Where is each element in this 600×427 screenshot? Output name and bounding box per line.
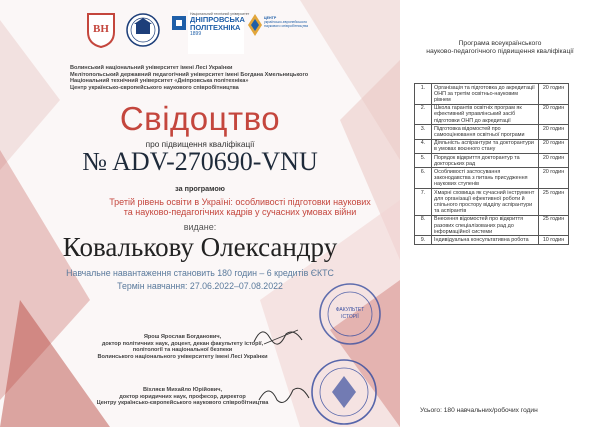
program-row-hours: 20 годин [539,154,569,168]
program-row [415,189,569,216]
study-term: Термін навчання: 27.06.2022–07.08.2022 [117,281,283,291]
signatory-line: Ярош Ярослав Богданович, [143,334,222,340]
org-line: Волинський національний університет імені Лесі Українки [70,65,233,71]
program-row [415,125,569,139]
svg-text:ФАКУЛЬТЕТ: ФАКУЛЬТЕТ [335,307,365,313]
program-row-topic: Індивідуальна консультативна робота [432,236,539,244]
program-row-topic: Внесення відомостей про відкриття разових спеціалізованих рад до інформаційної системи [432,215,539,236]
signatory-line: політології та національної безпеки [132,347,233,353]
program-title-line2: науково-педагогічного підвищення кваліфікації [426,48,574,55]
program-table [414,83,569,245]
program-row [415,215,569,236]
certificate-number: № ADV-270690-VNU [82,147,318,176]
program-row-number: 6. [415,168,432,189]
program-row-hours: 10 годин [539,236,569,244]
program-row-number: 7. [415,189,432,216]
program-row-topic: Підготовка відомостей про самооцінювання освітньої програми [432,125,539,139]
centre-line2: українсько-європейського наукового співробітництва [264,20,308,29]
centre-logo-text [264,16,320,29]
program-row [415,139,569,153]
program-row-hours: 25 годин [539,189,569,216]
program-row-hours: 20 годин [539,84,569,105]
svg-text:ІСТОРІЇ: ІСТОРІЇ [341,314,359,320]
org-line: Центр українсько-європейського наукового співробітництва [70,84,239,91]
mdpu-logo-icon [126,10,160,50]
program-row-hours: 20 годин [539,139,569,153]
program-row-topic: Школа гарантів освітніх програм як ефективний управлінський засіб підготовки ОНП до акредитації [432,104,539,125]
org-line: Мелітопольський державний педагогічний університет імені Богдана Хмельницького [70,71,309,78]
program-row-number: 4. [415,139,432,153]
program-row [415,236,569,244]
program-title-line1: Програма всеукраїнського [458,40,542,47]
program-row-number: 3. [415,125,432,139]
program-row-hours: 20 годин [539,125,569,139]
program-total: Усього: 180 навчальних/робочих годин [420,407,538,414]
faculty-stamp [318,282,382,346]
issued-label: видане: [183,222,217,232]
program-panel [400,0,600,427]
program-row-topic: Особливості застосування законодавства з питань присудження наукових ступенів [432,168,539,189]
signatory-line: Центру українсько-європейського наукового співробітництва [96,400,269,406]
signature-1-graphic [250,320,310,350]
centre-logo-icon [248,14,262,36]
program-row-hours: 20 годин [539,168,569,189]
program-row-topic: Діяльність аспірантури та докторантури в умовах воєнного стану [432,139,539,153]
dp-name: ДНІПРОВСЬКА ПОЛІТЕХНІКА [190,15,245,32]
course-title [100,197,380,217]
signature-2-graphic [255,380,315,410]
program-row-topic: Організація та підготовка до акредитації ОНП за третім освітньо-науковим рівнем [432,84,539,105]
course-title-line2: та науково-педагогічних кадрів у сучасних умовах війни [123,207,357,217]
certificate-subtitle: про підвищення кваліфікації [145,139,255,149]
org-line: Національний технічний університет «Дніпровська політехніка» [70,78,249,85]
signatory-2 [95,387,270,407]
program-row-number: 2. [415,104,432,125]
signatory-line: Волинського національного університету імені Лесі Українки [97,353,268,360]
program-row [415,104,569,125]
dp-top-label: Національний технічний університет [190,12,250,16]
program-row-topic: Порядок відкриття докторантур та докторських рад [432,154,539,168]
signatory-1 [95,334,270,360]
program-row-number: 8. [415,215,432,236]
study-load: Навчальне навантаження становить 180 годин – 6 кредитів ЄКТС [66,268,334,278]
program-row-topic: Хмарні сховища як сучасний інструмент для організації ефективної роботи й спільного простору відділу аспірантури та аспірантів [432,189,539,216]
program-row [415,84,569,105]
signatory-line: доктор політичних наук, доцент, декан факультету історії, [101,340,264,347]
centre-line1: ЦЕНТР [264,16,277,20]
program-row-hours: 20 годин [539,104,569,125]
centre-stamp [310,358,378,426]
program-row-number: 5. [415,154,432,168]
program-row-number: 9. [415,236,432,244]
vnu-logo-icon [86,10,116,48]
recipient-name: Ковалькову Олександру [62,232,338,262]
program-title [410,40,590,56]
program-row [415,168,569,189]
course-title-line1: Третій рівень освіти в Україні: особливості підготовки наукових [109,197,371,207]
program-row [415,154,569,168]
program-intro: за програмою [175,184,225,193]
program-row-number: 1. [415,84,432,105]
signatory-line: Віхляєв Михайло Юрійович, [142,387,223,393]
dp-year: 1899 [190,31,202,37]
signatory-line: доктор юридичних наук, професор, директор [119,393,246,400]
certificate-title: Свідоцтво [119,100,281,137]
svg-text:ВН: ВН [93,23,109,35]
logo-row [86,10,316,62]
organizations-list [70,65,330,91]
program-row-hours: 25 годин [539,215,569,236]
